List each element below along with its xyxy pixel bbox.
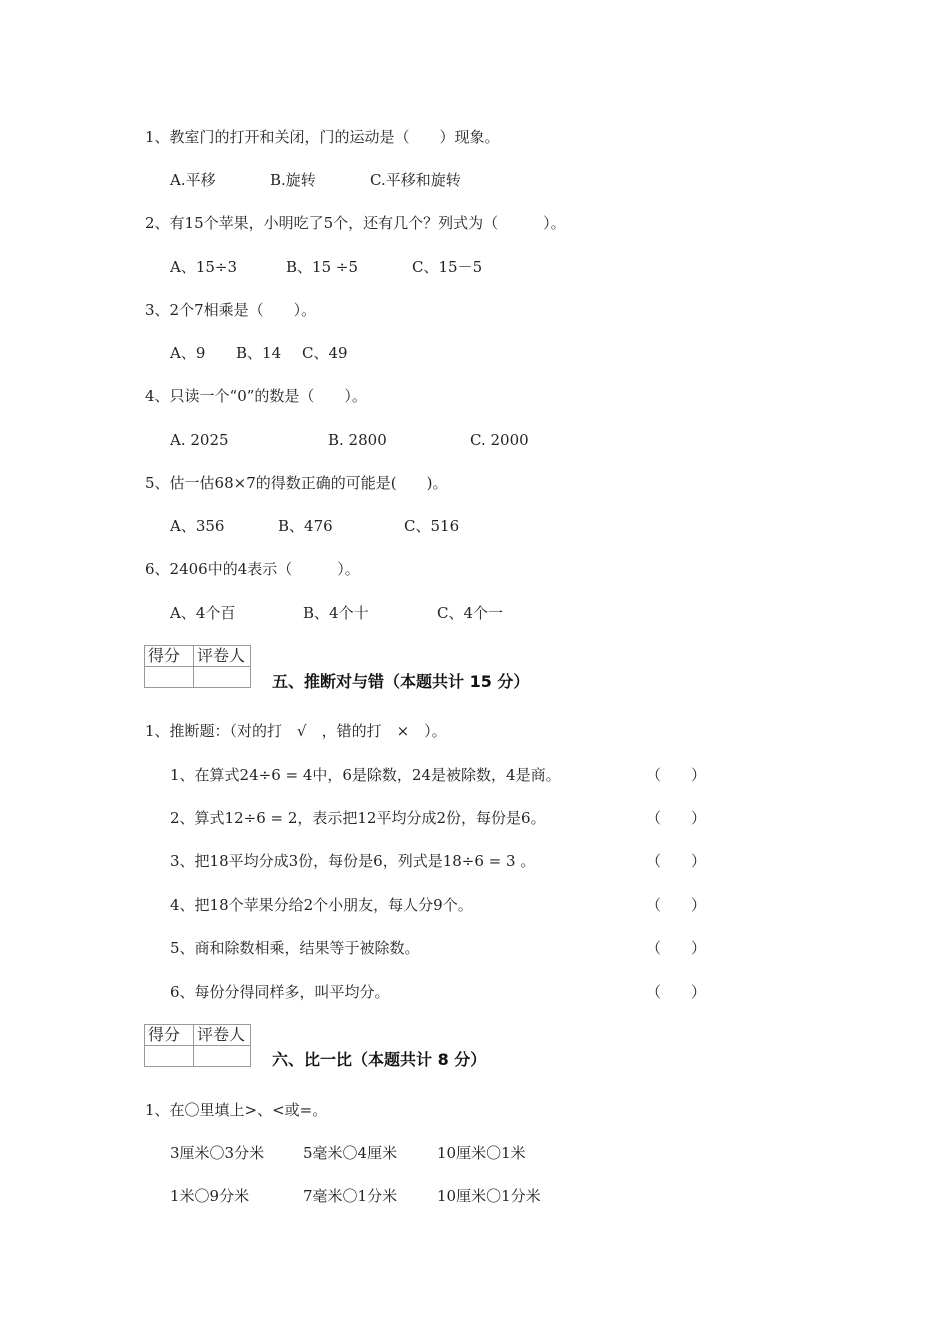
option-c: C、516 xyxy=(404,517,460,535)
question-text: 3、2个7相乘是（ ）。 xyxy=(145,301,317,319)
compare-item[interactable]: 1米〇9分米 xyxy=(170,1187,250,1205)
option-c: C. 2000 xyxy=(470,431,529,449)
judgement-intro: 1、推断题：（对的打 √ ，错的打 × ）。 xyxy=(145,722,447,740)
question-text: 5、估一估68×7的得数正确的可能是( )。 xyxy=(145,474,448,492)
option-c: C、4个一 xyxy=(437,604,504,622)
score-label: 得分 xyxy=(145,1025,194,1046)
grader-cell[interactable] xyxy=(194,1046,251,1067)
statement: 5、商和除数相乘，结果等于被除数。 xyxy=(170,939,420,957)
question-text: 1、教室门的打开和关闭，门的运动是（ ）现象。 xyxy=(145,128,500,146)
score-cell[interactable] xyxy=(145,667,194,688)
option-c: C.平移和旋转 xyxy=(370,171,461,189)
grader-label: 评卷人 xyxy=(194,1025,251,1046)
answer-blank[interactable]: （ ） xyxy=(646,809,707,827)
section-title: 六、比一比（本题共计 8 分） xyxy=(272,1050,487,1069)
answer-blank[interactable]: （ ） xyxy=(646,852,707,870)
option-b: B. 2800 xyxy=(328,431,387,449)
answer-blank[interactable]: （ ） xyxy=(646,766,707,784)
score-cell[interactable] xyxy=(145,1046,194,1067)
option-a: A、356 xyxy=(170,517,225,535)
statement: 1、在算式24÷6 = 4中，6是除数，24是被除数，4是商。 xyxy=(170,766,561,784)
question-text: 4、只读一个“0”的数是（ ）。 xyxy=(145,387,367,405)
grader-label: 评卷人 xyxy=(194,646,251,667)
compare-item[interactable]: 7毫米〇1分米 xyxy=(303,1187,398,1205)
option-b: B、14 xyxy=(236,344,282,362)
compare-item[interactable]: 3厘米〇3分米 xyxy=(170,1144,265,1162)
compare-intro: 1、在〇里填上>、<或=。 xyxy=(145,1101,328,1119)
question-text: 6、2406中的4表示（ ）。 xyxy=(145,560,360,578)
answer-blank[interactable]: （ ） xyxy=(646,983,707,1001)
answer-blank[interactable]: （ ） xyxy=(646,896,707,914)
statement: 6、每份分得同样多，叫平均分。 xyxy=(170,983,390,1001)
answer-blank[interactable]: （ ） xyxy=(646,939,707,957)
statement: 3、把18平均分成3份，每份是6，列式是18÷6 = 3 。 xyxy=(170,852,536,870)
option-c: C、15－5 xyxy=(412,258,483,276)
question-text: 2、有15个苹果，小明吃了5个，还有几个？列式为（ ）。 xyxy=(145,214,566,232)
option-a: A.平移 xyxy=(170,171,216,189)
option-a: A、15÷3 xyxy=(170,258,238,276)
option-c: C、49 xyxy=(302,344,348,362)
statement: 4、把18个苹果分给2个小朋友，每人分9个。 xyxy=(170,896,473,914)
compare-item[interactable]: 10厘米〇1米 xyxy=(437,1144,526,1162)
option-a: A、4个百 xyxy=(170,604,236,622)
score-box xyxy=(144,645,251,688)
option-b: B、476 xyxy=(278,517,333,535)
option-b: B、4个十 xyxy=(303,604,369,622)
grader-cell[interactable] xyxy=(194,667,251,688)
score-box xyxy=(144,1024,251,1067)
option-b: B.旋转 xyxy=(270,171,316,189)
score-label: 得分 xyxy=(145,646,194,667)
compare-item[interactable]: 5毫米〇4厘米 xyxy=(303,1144,398,1162)
compare-item[interactable]: 10厘米〇1分米 xyxy=(437,1187,541,1205)
section-title: 五、推断对与错（本题共计 15 分） xyxy=(272,672,530,691)
option-b: B、15 ÷5 xyxy=(286,258,358,276)
statement: 2、算式12÷6 = 2，表示把12平均分成2份，每份是6。 xyxy=(170,809,546,827)
option-a: A. 2025 xyxy=(170,431,229,449)
option-a: A、9 xyxy=(170,344,206,362)
